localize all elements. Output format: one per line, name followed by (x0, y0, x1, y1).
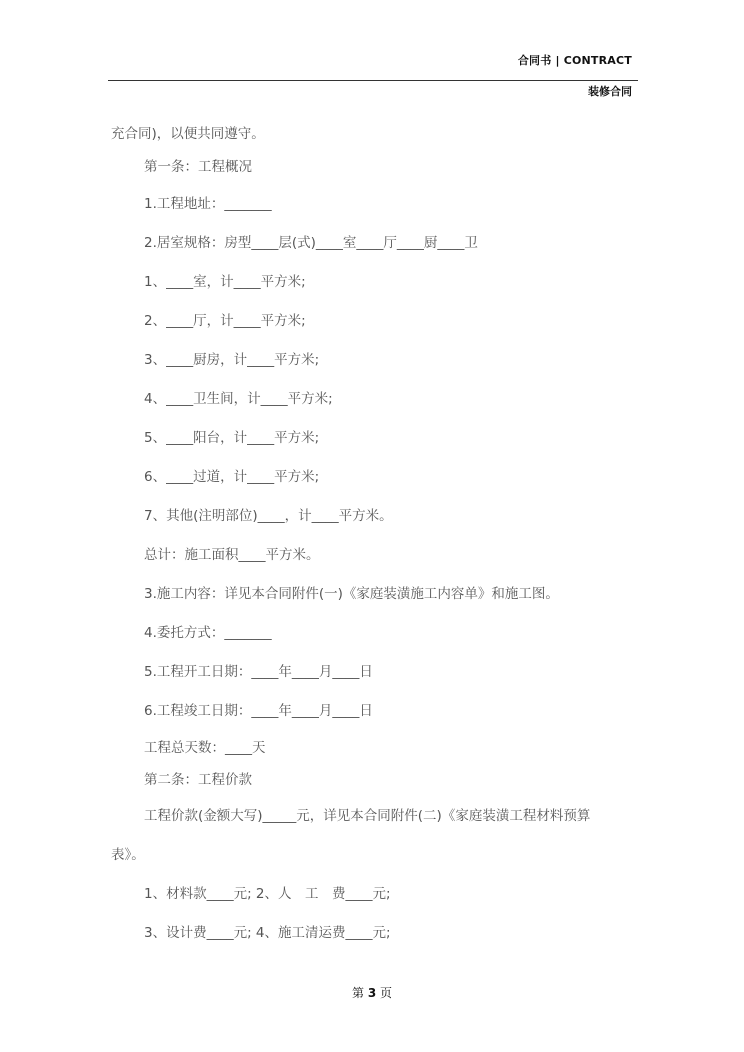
paragraph-line: 5.工程开工日期：____年____月____日 (144, 664, 373, 680)
paragraph-line: 总计：施工面积____平方米。 (144, 547, 320, 563)
section-heading: 第二条：工程价款 (144, 772, 252, 788)
paragraph-line: 充合同)，以便共同遵守。 (111, 126, 265, 142)
paragraph-line: 2.居室规格：房型____层(式)____室____厅____厨____卫 (144, 235, 478, 251)
section-heading: 第一条：工程概况 (144, 159, 252, 175)
paragraph-line: 6.工程竣工日期：____年____月____日 (144, 703, 373, 719)
paragraph-line: 5、____阳台，计____平方米; (144, 430, 320, 446)
header-subtitle: 装修合同 (588, 85, 632, 98)
paragraph-line: 工程价款(金额大写)_____元，详见本合同附件(二)《家庭装潢工程材料预算 (144, 808, 591, 824)
paragraph-line: 工程总天数：____天 (144, 740, 266, 756)
paragraph-line: 表》。 (111, 847, 145, 863)
page-label-suffix: 页 (380, 986, 393, 1000)
paragraph-line: 6、____过道，计____平方米; (144, 469, 320, 485)
paragraph-line: 1、材料款____元; 2、人 工 费____元; (144, 886, 391, 902)
paragraph-line: 7、其他(注明部位)____，计____平方米。 (144, 508, 393, 524)
header-divider (108, 80, 638, 81)
paragraph-line: 2、____厅，计____平方米; (144, 313, 306, 329)
paragraph-line: 3.施工内容：详见本合同附件(一)《家庭装潢施工内容单》和施工图。 (144, 586, 559, 602)
page-label-prefix: 第 (351, 986, 364, 1000)
paragraph-line: 4、____卫生间，计____平方米; (144, 391, 333, 407)
paragraph-line: 1、____室，计____平方米; (144, 274, 306, 290)
page-footer (0, 984, 744, 1001)
paragraph-line: 3、设计费____元; 4、施工清运费____元; (144, 925, 391, 941)
page-number: 3 (367, 986, 377, 1000)
header-title: 合同书 | CONTRACT (517, 54, 632, 67)
paragraph-line: 3、____厨房，计____平方米; (144, 352, 320, 368)
paragraph-line: 4.委托方式：_______ (144, 625, 272, 641)
paragraph-line: 1.工程地址：_______ (144, 196, 272, 212)
